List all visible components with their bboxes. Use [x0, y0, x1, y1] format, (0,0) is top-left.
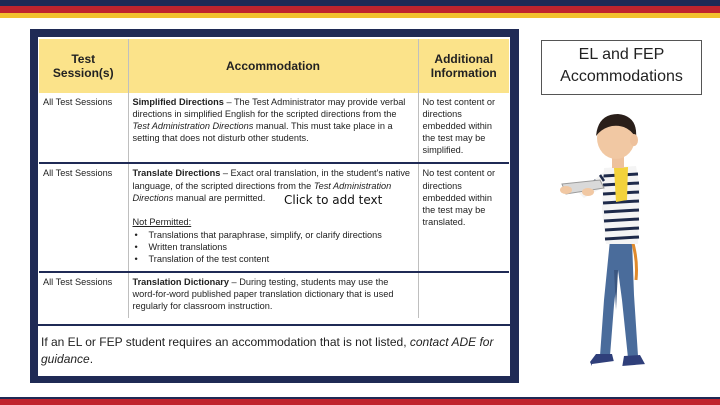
accommodation-manual-name: Test Administration Directions: [132, 180, 392, 203]
session-cell: All Test Sessions: [39, 272, 128, 318]
session-cell: All Test Sessions: [39, 163, 128, 272]
accommodation-cell: [128, 93, 418, 163]
accommodation-manual-name: Test Administration Directions: [132, 121, 254, 132]
bottom-stripe-red: [0, 399, 720, 405]
footer-text-tail: .: [89, 352, 94, 366]
header-accommodation: Accommodation: [128, 39, 418, 93]
additional-info-cell: No test content or directions embedded within the test may be simplified.: [422, 97, 496, 156]
header-test-sessions: Test Session(s): [39, 39, 128, 93]
list-item: • Written translations: [149, 241, 414, 253]
header-additional-information: Additional Information: [418, 39, 509, 93]
accommodation-text: – The Test Administrator may provide verbal directions in simplified English for the scripted directions from the: [132, 97, 406, 120]
table-row: [39, 163, 509, 272]
additional-info-cell: [418, 272, 509, 318]
top-stripe-gold: [0, 13, 720, 18]
table-row: [39, 93, 509, 163]
accommodation-title: Translation Dictionary: [132, 277, 229, 288]
table-bottom-rule: [38, 324, 510, 326]
accommodation-text-tail: manual are permitted.: [173, 192, 266, 203]
table-footer-note: [41, 334, 505, 368]
list-item: • Translation of the test content: [149, 253, 414, 265]
accommodation-table-image[interactable]: [30, 29, 519, 383]
additional-info-cell: No test content or directions embedded within the test may be translated.: [418, 163, 509, 272]
footer-text: If an EL or FEP student requires an accommodation that is not listed,: [41, 335, 410, 349]
list-item: • Translations that paraphrase, simplify, or clarify directions: [149, 229, 414, 241]
accommodation-table-content: [38, 37, 510, 376]
session-cell: All Test Sessions: [39, 93, 128, 163]
not-permitted-label: Not Permitted:: [132, 216, 192, 227]
accommodation-text: – Exact oral translation, in the student's native language, of the scripted directions from the: [132, 168, 411, 191]
text-placeholder[interactable]: Click to add text: [284, 193, 383, 207]
boy-with-tablet-image[interactable]: [548, 110, 660, 380]
slide-title-line-1: EL and FEP: [578, 46, 665, 63]
accommodation-title: Translate Directions: [132, 168, 221, 179]
accommodation-text-tail: manual. This must take place in a setting that does not disturb other students.: [132, 121, 393, 144]
accommodation-cell: [128, 272, 418, 318]
table-row: [39, 272, 509, 318]
top-stripe-red: [0, 6, 720, 13]
accommodation-cell: [128, 163, 418, 272]
footer-contact: contact ADE for guidance: [41, 335, 494, 366]
accommodation-table: [39, 39, 509, 318]
accommodation-text: – During testing, students may use the word-for-word published paper translation dictionary that is used regularly for classroom instruction.: [132, 277, 394, 312]
accommodation-title: Simplified Directions: [132, 97, 224, 107]
not-permitted-list: [133, 229, 414, 265]
slide-title-line-2: Accommodations: [560, 68, 683, 85]
slide-title-box[interactable]: [541, 40, 702, 95]
